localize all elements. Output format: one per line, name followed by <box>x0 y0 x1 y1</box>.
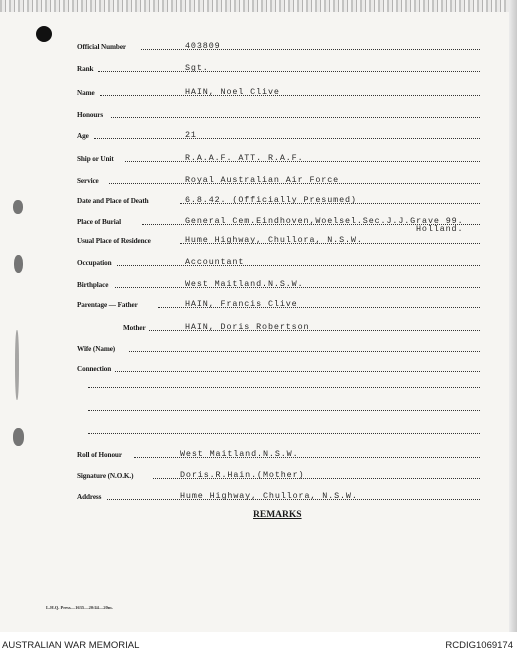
field-label: Usual Place of Residence <box>77 237 151 245</box>
field-label: Date and Place of Death <box>77 197 149 205</box>
field-label: Age <box>77 132 89 140</box>
field-mother <box>0 319 517 333</box>
field-label: Wife (Name) <box>77 345 116 353</box>
field-label: Connection <box>77 365 112 373</box>
connection-blank-line <box>88 410 480 411</box>
field-label: Service <box>77 177 99 185</box>
field-value: R.A.A.F. ATT. R.A.F. <box>185 153 304 163</box>
binder-mark <box>13 428 24 446</box>
field-label: Ship or Unit <box>77 155 114 163</box>
field-value: Royal Australian Air Force <box>185 175 340 185</box>
field-label: Name <box>77 89 95 97</box>
field-address <box>0 488 517 502</box>
field-signature <box>0 467 517 481</box>
field-name <box>0 84 517 98</box>
field-label: Place of Burial <box>77 218 122 226</box>
field-usual-residence <box>0 232 517 246</box>
field-value: 403809 <box>185 41 221 51</box>
field-value-continued: Holland. <box>416 224 464 234</box>
field-father <box>0 296 517 310</box>
dotted-line <box>117 265 480 266</box>
field-value: HAIN, Doris Robertson <box>185 322 310 332</box>
field-label: Occupation <box>77 259 112 267</box>
field-value: Accountant <box>185 257 245 267</box>
field-service <box>0 172 517 186</box>
field-connection <box>0 360 517 374</box>
field-value: HAIN, Noel Clive <box>185 87 280 97</box>
field-label: Parentage — Father <box>77 301 138 309</box>
field-date-place-death <box>0 192 517 206</box>
field-wife <box>0 340 517 354</box>
field-label: Roll of Honour <box>77 451 122 459</box>
field-roll-of-honour <box>0 446 517 460</box>
field-label: Birthplace <box>77 281 109 289</box>
connection-blank-line <box>88 433 480 434</box>
archive-footer <box>0 632 517 654</box>
field-label: Signature (N.O.K.) <box>77 472 134 480</box>
field-occupation <box>0 254 517 268</box>
dotted-line <box>129 351 480 352</box>
printer-note: L.H.Q. Press—1635—20/44—20m. <box>46 605 113 610</box>
field-label: Mother <box>123 324 146 332</box>
field-value: Doris.R.Hain.(Mother) <box>180 470 305 480</box>
archive-credit: AUSTRALIAN WAR MEMORIAL <box>2 640 140 651</box>
field-value: Hume Highway, Chullora, N.S.W. <box>180 491 358 501</box>
field-value: General Cem.Eindhoven,Woelsel.Sec.J.J.Grave 99. <box>185 216 464 226</box>
field-honours <box>0 106 517 120</box>
field-value: West Maitland.N.S.W. <box>180 449 299 459</box>
field-birthplace <box>0 276 517 290</box>
field-value: HAIN, Francis Clive <box>185 299 298 309</box>
dotted-line <box>98 71 480 72</box>
field-place-of-burial <box>0 213 517 234</box>
dotted-line <box>94 138 480 139</box>
field-value: Sgt. <box>185 63 209 73</box>
scan-edge <box>0 0 517 12</box>
archive-reference: RCDIG1069174 <box>445 640 513 651</box>
field-label: Official Number <box>77 43 127 51</box>
connection-blank-line <box>88 387 480 388</box>
field-rank <box>0 60 517 74</box>
dotted-line <box>115 371 480 372</box>
field-value: 6.8.42. (Officially Presumed) <box>185 195 357 205</box>
field-value: West Maitland.N.S.W. <box>185 279 304 289</box>
field-official-number <box>0 38 517 52</box>
field-age <box>0 127 517 141</box>
field-value: Hume Highway, Chullora, N.S.W. <box>185 235 363 245</box>
dotted-line <box>100 95 480 96</box>
dotted-line <box>111 117 480 118</box>
field-ship-or-unit <box>0 150 517 164</box>
remarks-heading: REMARKS <box>253 510 302 520</box>
field-label: Honours <box>77 111 104 119</box>
field-label: Rank <box>77 65 94 73</box>
field-value: 21 <box>185 130 197 140</box>
field-label: Address <box>77 493 102 501</box>
